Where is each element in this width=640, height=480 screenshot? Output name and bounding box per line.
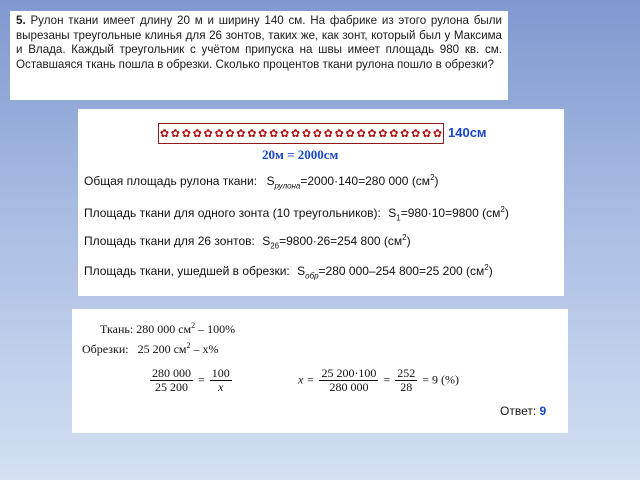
many-umbrellas-formula: $S_{26}=9800\cdot 26=254$ 800 $(см^2)$ [262, 233, 411, 251]
flower-icon: ✿ [290, 127, 301, 140]
fabric-roll-diagram [158, 123, 444, 144]
width-label: 140см [448, 125, 487, 140]
scrap-area-line [84, 263, 493, 280]
solution-card [78, 109, 564, 296]
one-umbrella-formula: $S_1=980\cdot 10=9800$ $(см^2)$ [388, 205, 509, 223]
flower-icon: ✿ [269, 127, 279, 140]
flower-icon: ✿ [432, 127, 443, 140]
scrap-area-formula: $S_{обр}=280$ 000–254 800=25 200 $(см^2)$ [297, 263, 493, 281]
total-area-line [84, 173, 439, 190]
flower-icon: ✿ [247, 127, 257, 140]
flower-icon: ✿ [170, 127, 180, 140]
problem-number: 5. [16, 14, 26, 27]
flower-icon: ✿ [181, 127, 191, 140]
flower-icon: ✿ [378, 127, 388, 140]
result-equation: x = $\frac{25 200\cdot 100}{280 000}$ = $\frac{252}{28}$ = 9 (%) [298, 366, 459, 394]
flower-icon: ✿ [312, 127, 322, 140]
flower-icon: ✿ [345, 127, 355, 140]
fabric-proportion-line: Ткань: 280 000 $см^2 - 100\%$ [100, 321, 236, 336]
flower-icon: ✿ [323, 127, 333, 140]
flower-icon: ✿ [279, 127, 290, 140]
flower-icon: ✿ [159, 127, 170, 140]
answer: Ответ: 9 [500, 404, 547, 418]
flower-icon: ✿ [301, 127, 312, 140]
one-umbrella-line [84, 205, 509, 222]
problem-text: Рулон ткани имеет длину 20 м и ширину 140 см. На фабрике из этого рулона были вырезаны треугольные клинья для 26 зонтов, таких же, как зонт, который был у Максима и Влада. Каждый треугольник с учётом припуска на швы имеет площадь 980 кв. см. Оставшаяся ткань пошла в обрезки. Сколько процентов ткани рулона пошло в обрезки? [16, 14, 502, 71]
flower-icon: ✿ [421, 127, 432, 140]
many-umbrellas-line [84, 233, 411, 250]
flower-icon: ✿ [214, 127, 224, 140]
flower-icon: ✿ [334, 127, 344, 140]
flower-icon: ✿ [225, 127, 235, 140]
flower-icon: ✿ [258, 127, 268, 140]
scrap-proportion-line: Обрезки: 25 200 $см^2 - x\%$ [82, 341, 219, 356]
one-umbrella-label: Площадь ткани для одного зонта (10 треугольников): [84, 206, 381, 220]
flower-icon: ✿ [389, 127, 399, 140]
flower-icon: ✿ [356, 127, 366, 140]
calculation-card [72, 309, 568, 433]
total-area-label: Общая площадь рулона ткани: [84, 174, 258, 188]
many-umbrellas-label: Площадь ткани для 26 зонтов: [84, 234, 255, 248]
flower-icon: ✿ [400, 127, 410, 140]
flower-icon: ✿ [236, 127, 246, 140]
problem-card [10, 11, 508, 100]
flower-icon: ✿ [411, 127, 421, 140]
flower-icon: ✿ [367, 127, 377, 140]
length-label: 20м = 2000см [262, 147, 339, 162]
proportion-equation: $\frac{280 000}{25 200}$ = $\frac{100}{x}$ [152, 366, 230, 394]
flower-icon: ✿ [192, 127, 202, 140]
scrap-area-label: Площадь ткани, ушедшей в обрезки: [84, 264, 290, 278]
total-area-formula: $S_{рулона}=2000\cdot 140=280$ 000 $(см^2)$ [266, 173, 439, 191]
flower-icon: ✿ [203, 127, 213, 140]
